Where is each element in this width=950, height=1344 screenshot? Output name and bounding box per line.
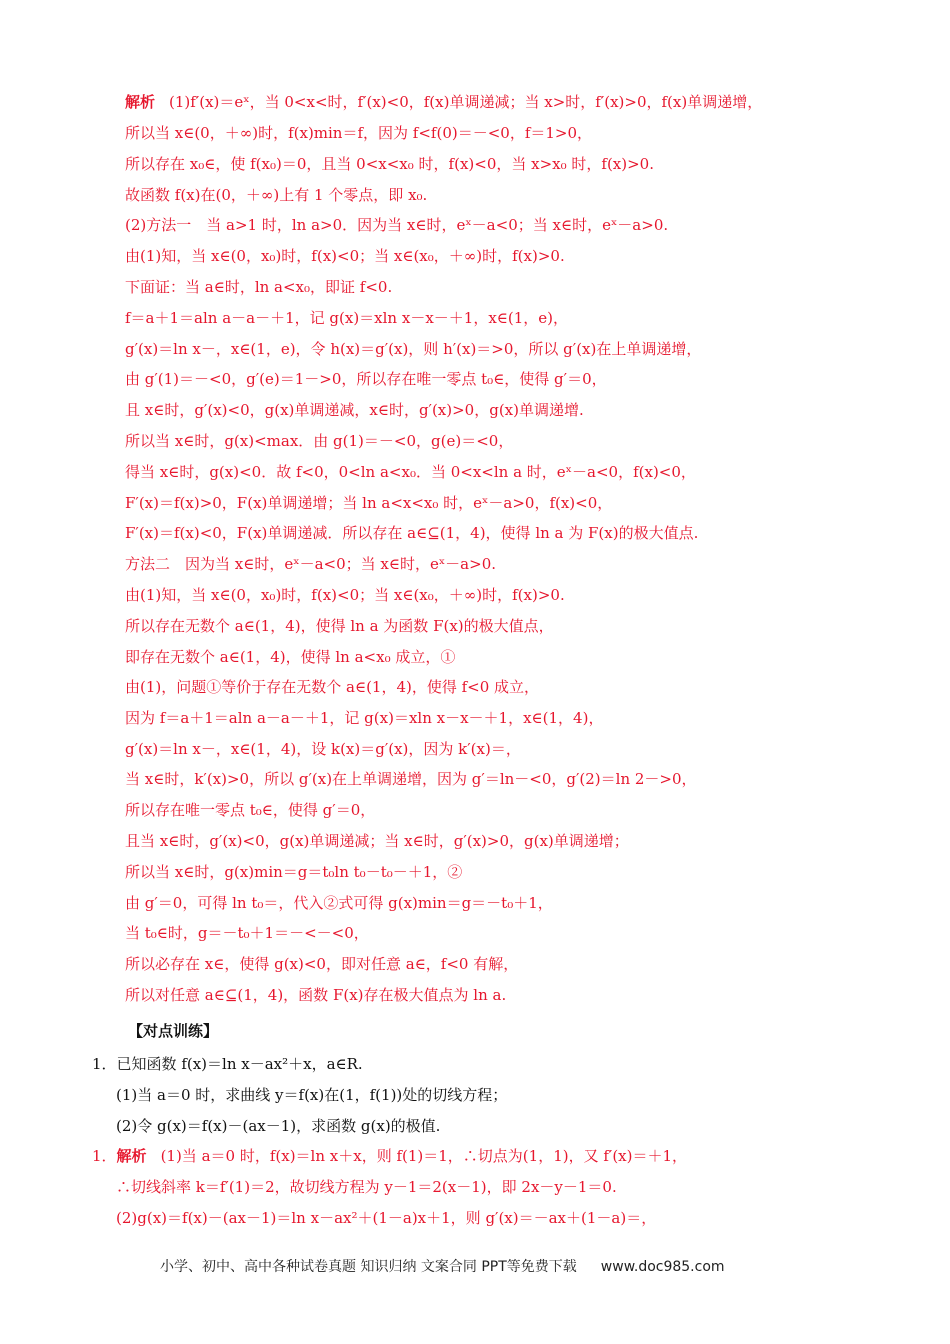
analysis-line: 所以存在 x₀∈，使 f(x₀)＝0，且当 0<x<x₀ 时，f(x)<0，当 x>x₀ 时，f(x)>0. xyxy=(125,155,654,173)
solution-number: 1． xyxy=(92,1147,117,1165)
analysis-line: f＝a＋1＝aln a－a－＋1，记 g(x)＝xln x－x－＋1，x∈(1，e)， xyxy=(125,309,569,327)
solution-line: 1．解析 (1)当 a＝0 时，f(x)＝ln x＋x，则 f(1)＝1，∴切点为(1，1)，又 f′(x)＝＋1， xyxy=(92,1147,688,1165)
analysis-line: 由(1)知，当 x∈(0，x₀)时，f(x)<0；当 x∈(x₀，＋∞)时，f(x)>0. xyxy=(125,586,565,604)
analysis-line: 解析 (1)f′(x)＝eˣ，当 0<x<时，f′(x)<0，f(x)单调递减；当 x>时，f′(x)>0，f(x)单调递增， xyxy=(125,93,763,111)
analysis-line: 所以存在无数个 a∈(1，4)，使得 ln a 为函数 F(x)的极大值点， xyxy=(125,617,554,635)
analysis-line: 下面证：当 a∈时，ln a<x₀，即证 f<0. xyxy=(125,278,393,296)
analysis-line: F′(x)＝f(x)<0，F(x)单调递减．所以存在 a∈⊆(1，4)，使得 ln a 为 F(x)的极大值点. xyxy=(125,524,699,542)
analysis-line: 所以当 x∈(0，＋∞)时，f(x)min＝f，因为 f<f(0)＝－<0，f＝1>0， xyxy=(125,124,593,142)
analysis-line: 由(1)知，当 x∈(0，x₀)时，f(x)<0；当 x∈(x₀，＋∞)时，f(x)>0. xyxy=(125,247,565,265)
analysis-line: 所以对任意 a∈⊆(1，4)，函数 F(x)存在极大值点为 ln a. xyxy=(125,986,507,1004)
footer-site-link[interactable]: www.doc985.com xyxy=(600,1259,725,1275)
analysis-line: 故函数 f(x)在(0，＋∞)上有 1 个零点，即 x₀. xyxy=(125,186,428,204)
analysis-line: 当 t₀∈时，g＝－t₀＋1＝－<－<0， xyxy=(125,924,369,942)
analysis-line: 当 x∈时，k′(x)>0，所以 g′(x)在上单调递增，因为 g′＝ln－<0，g′(2)＝ln 2－>0， xyxy=(125,770,697,788)
analysis-line: 所以存在唯一零点 t₀∈，使得 g′＝0， xyxy=(125,801,376,819)
analysis-line: 因为 f＝a＋1＝aln a－a－＋1，记 g(x)＝xln x－x－＋1，x∈(1，4)， xyxy=(125,709,604,727)
page-footer xyxy=(160,1256,800,1276)
solution-line: (2)g(x)＝f(x)－(ax－1)＝ln x－ax²＋(1－a)x＋1，则 g′(x)＝－ax＋(1－a)＝， xyxy=(116,1209,657,1227)
analysis-line: 由(1)，问题①等价于存在无数个 a∈(1，4)，使得 f<0 成立， xyxy=(125,678,540,696)
problem-part: (1)当 a＝0 时，求曲线 y＝f(x)在(1，f(1))处的切线方程； xyxy=(116,1086,508,1104)
analysis-line: 所以当 x∈时，g(x)<max．由 g(1)＝－<0，g(e)＝<0， xyxy=(125,432,514,450)
analysis-line: 且当 x∈时，g′(x)<0，g(x)单调递减；当 x∈时，g′(x)>0，g(x)单调递增； xyxy=(125,832,629,850)
solution-line: ∴切线斜率 k＝f′(1)＝2，故切线方程为 y－1＝2(x－1)，即 2x－y－1＝0. xyxy=(116,1178,617,1196)
problem-number: 1． xyxy=(92,1055,117,1073)
analysis-line: 即存在无数个 a∈(1，4)，使得 ln a<x₀ 成立，① xyxy=(125,648,456,666)
analysis-line: 由 g′(1)＝－<0，g′(e)＝1－>0，所以存在唯一零点 t₀∈，使得 g′＝0， xyxy=(125,370,607,388)
analysis-line: 且 x∈时，g′(x)<0，g(x)单调递减，x∈时，g′(x)>0，g(x)单调递增. xyxy=(125,401,584,419)
problem-stem: 1．已知函数 f(x)＝ln x－ax²＋x，a∈R. xyxy=(92,1055,363,1073)
analysis-line: g′(x)＝ln x－，x∈(1，e)，令 h(x)＝g′(x)，则 h′(x)＝>0，所以 g′(x)在上单调递增， xyxy=(125,340,702,358)
analysis-line: 方法二 因为当 x∈时，eˣ－a<0；当 x∈时，eˣ－a>0. xyxy=(125,555,497,573)
footer-text: 小学、初中、高中各种试卷真题 知识归纳 文案合同 PPT等免费下载 xyxy=(160,1259,577,1275)
analysis-line: 所以必存在 x∈，使得 g(x)<0，即对任意 a∈，f<0 有解， xyxy=(125,955,519,973)
analysis-line: F′(x)＝f(x)>0，F(x)单调递增；当 ln a<x<x₀ 时，eˣ－a>0，f(x)<0， xyxy=(125,494,613,512)
analysis-line: 由 g′＝0，可得 ln t₀＝，代入②式可得 g(x)min＝g＝－t₀＋1， xyxy=(125,894,553,912)
problem-part: (2)令 g(x)＝f(x)－(ax－1)，求函数 g(x)的极值. xyxy=(116,1117,441,1135)
analysis-line: (2)方法一 当 a>1 时，ln a>0．因为当 x∈时，eˣ－a<0；当 x∈时，eˣ－a>0. xyxy=(125,216,669,234)
training-heading: 【对点训练】 xyxy=(128,1022,219,1040)
analysis-line: 得当 x∈时，g(x)<0．故 f<0，0<ln a<x₀．当 0<x<ln a 时，eˣ－a<0，f(x)<0， xyxy=(125,463,696,481)
analysis-line: 所以当 x∈时，g(x)min＝g＝t₀ln t₀－t₀－＋1，② xyxy=(125,863,463,881)
solution-label: 解析 xyxy=(116,1147,147,1165)
analysis-line: g′(x)＝ln x－，x∈(1，4)，设 k(x)＝g′(x)，因为 k′(x)＝， xyxy=(125,740,521,758)
analysis-label: 解析 xyxy=(125,93,156,111)
